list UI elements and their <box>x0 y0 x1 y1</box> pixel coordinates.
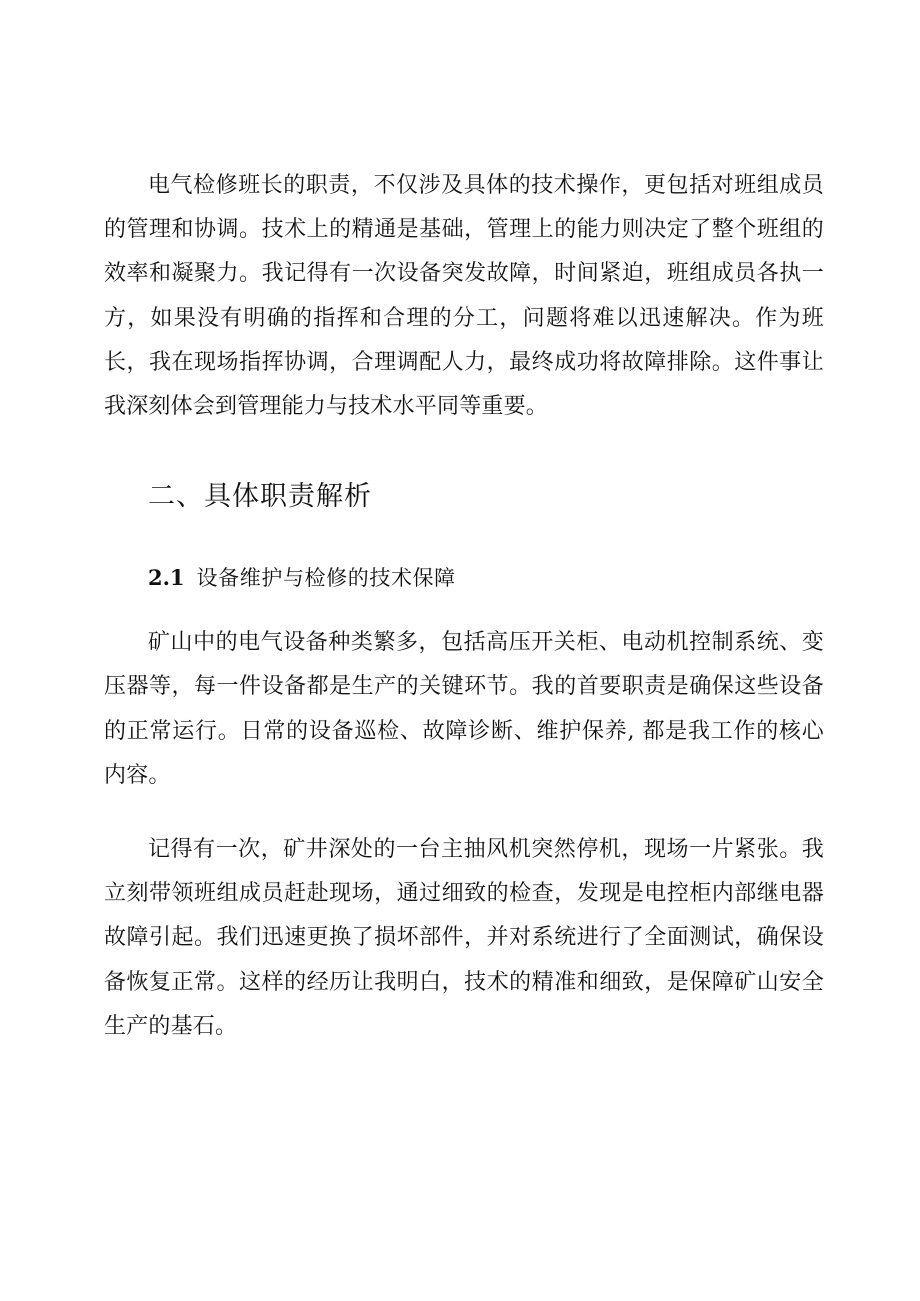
paragraph-story: 记得有一次，矿井深处的一台主抽风机突然停机，现场一片紧张。我立刻带领班组成员赶赴现场，通过细致的检查，发现是电控柜内部继电器故障引起。我们迅速更换了损坏部件，并对系统进行了全面测试，确保设备恢复正常。这样的经历让我明白，技术的精准和细致，是保障矿山安全生产的基石。 <box>104 837 824 1039</box>
document-body <box>104 164 824 1049</box>
paragraph-equipment: 矿山中的电气设备种类繁多，包括高压开关柜、电动机控制系统、变压器等，每一件设备都是生产的关键环节。我的首要职责是确保这些设备的正常运行。日常的设备巡检、故障诊断、维护保养, 都是我工作的核心内容。 <box>104 630 824 788</box>
subsection-title: 设备维护与检修的技术保障 <box>196 566 456 591</box>
subsection-heading <box>104 561 824 595</box>
subsection-number: 2.1 <box>148 565 185 591</box>
paragraph-intro: 电气检修班长的职责，不仅涉及具体的技术操作，更包括对班组成员的管理和协调。技术上的精通是基础，管理上的能力则决定了整个班组的效率和凝聚力。我记得有一次设备突发故障，时间紧迫，班组成员各执一方，如果没有明确的指挥和合理的分工，问题将难以迅速解决。作为班长，我在现场指挥协调，合理调配人力，最终成功将故障排除。这件事让我深刻体会到管理能力与技术水平同等重要。 <box>104 173 824 420</box>
section-heading: 二、具体职责解析 <box>148 481 372 513</box>
